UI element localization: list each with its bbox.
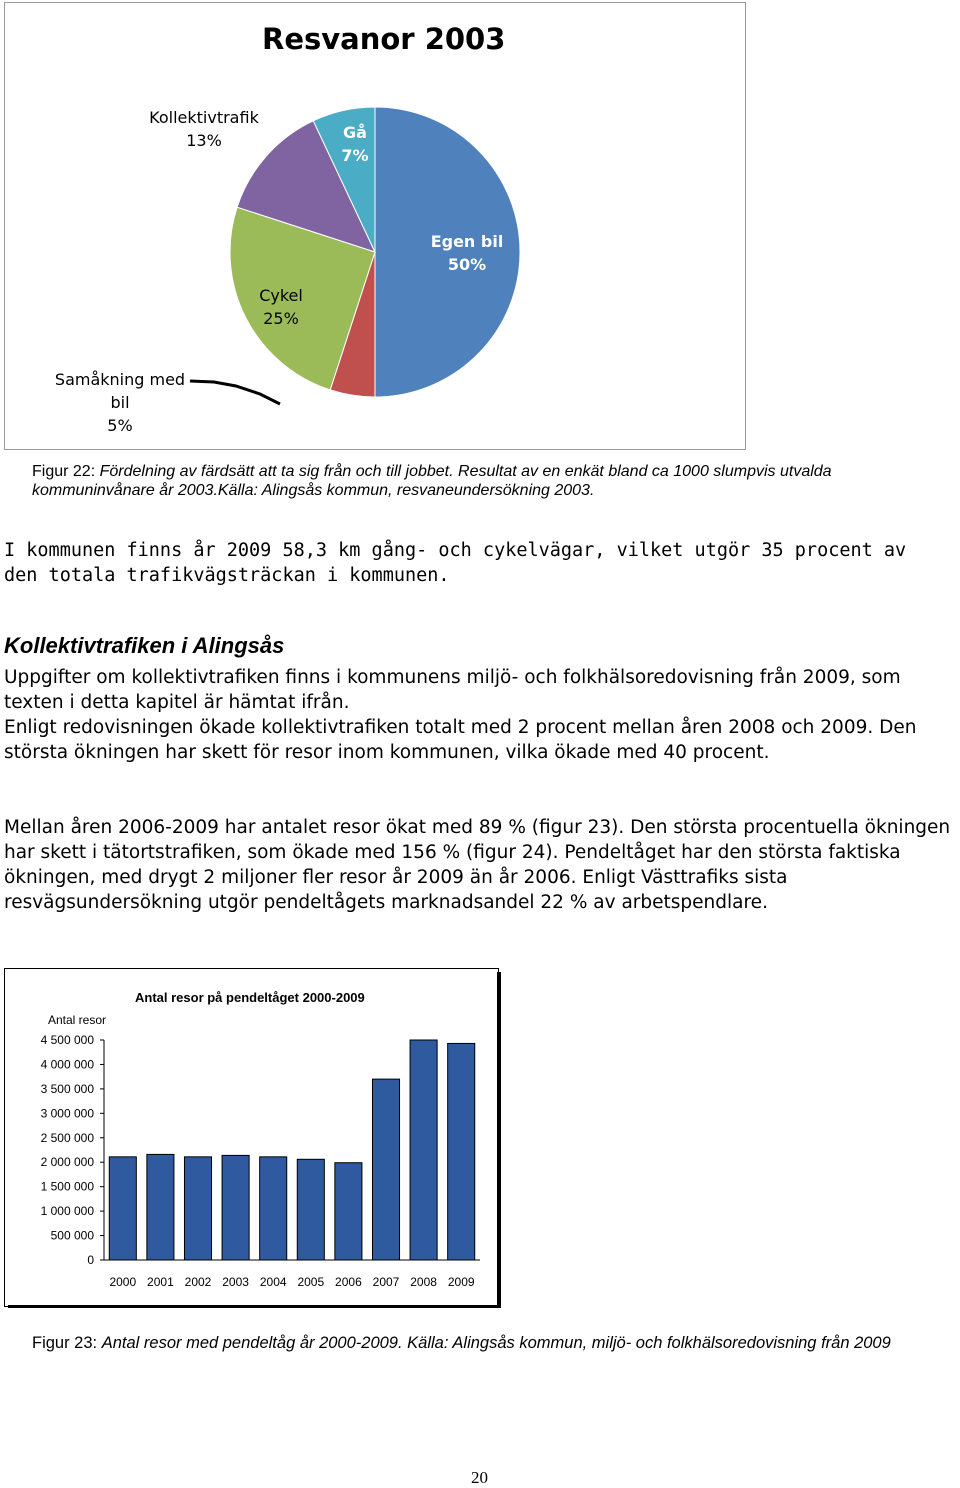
bar-2008	[410, 1040, 437, 1260]
figure-22-caption	[32, 462, 932, 500]
paragraph-growth: Mellan åren 2006-2009 har antalet resor ökat med 89 % (figur 23). Den största procentuella ökningen har skett i tätortstrafiken, som ökade med 156 % (figur 24). Pendeltåget har den största faktiska ökningen, med drygt 2 miljoner fler resor år 2009 än år 2006. Enligt Västtrafiks sista resvägsundersökning utgör pendeltågets marknadsandel 22 % av arbetspendlare.	[4, 817, 951, 913]
x-tick-label: 2008	[410, 1275, 437, 1289]
pie-label-egen-bil-name: Egen bil	[430, 232, 504, 251]
samakning-leader-line	[190, 381, 280, 404]
x-tick-label: 2000	[109, 1275, 137, 1289]
pie-label-ga-name: Gå	[343, 123, 367, 142]
bar-chart-ylabel: Antal resor	[48, 1013, 107, 1027]
paragraph-source: Uppgifter om kollektivtrafiken finns i kommunens miljö- och folkhälsoredovisning från 2009, som texten i detta kapitel är hämtat ifrån.	[4, 667, 901, 713]
pie-label-kollektivtrafik	[140, 106, 268, 152]
pie-chart-title: Resvanor 2003	[262, 22, 506, 56]
figure-22-caption-lead: Figur 22:	[32, 463, 100, 480]
pie-label-egen-bil	[427, 230, 507, 276]
x-tick-label: 2004	[259, 1275, 287, 1289]
bar-2006	[335, 1163, 362, 1260]
bar-2004	[260, 1157, 287, 1260]
x-tick-label: 2009	[447, 1275, 475, 1289]
pie-label-samakning-name-1: Samåkning med	[54, 370, 186, 389]
x-tick-label: 2002	[184, 1275, 212, 1289]
paragraph-increase: Enligt redovisningen ökade kollektivtrafiken totalt med 2 procent mellan åren 2008 och 2009. Den största ökningen har skett för resor inom kommunen, vilka ökade med 40 procent.	[4, 717, 917, 763]
page-number: 20	[471, 1468, 488, 1487]
pie-label-kollektivtrafik-value: 13%	[186, 131, 222, 150]
pie-label-samakning-value: 5%	[107, 416, 133, 435]
bar-2002	[184, 1157, 211, 1260]
y-tick-label: 0	[87, 1253, 94, 1267]
y-tick-label: 2 500 000	[40, 1130, 94, 1145]
x-tick-label: 2005	[297, 1275, 325, 1289]
bar-chart	[0, 960, 500, 1310]
pie-label-ga	[333, 121, 377, 167]
bar-2005	[297, 1159, 324, 1260]
paragraph-cycle-paths: I kommunen finns år 2009 58,3 km gång- och cykelvägar, vilket utgör 35 procent av den totala trafikvägsträckan i kommunen.	[4, 540, 907, 586]
x-tick-label: 2001	[147, 1275, 174, 1289]
pie-label-ga-value: 7%	[341, 146, 369, 165]
y-tick-label: 3 000 000	[40, 1106, 94, 1121]
bar-2007	[372, 1079, 399, 1260]
x-tick-label: 2006	[335, 1275, 362, 1289]
bar-2000	[109, 1157, 136, 1260]
figure-22-caption-text: Fördelning av färdsätt att ta sig från och till jobbet. Resultat av en enkät bland ca 1000 slumpvis utvalda kommuninvånare år 2003.Källa: Alingsås kommun, resvaneundersökning 2003.	[32, 463, 832, 499]
y-tick-label: 2 000 000	[40, 1155, 94, 1170]
section-heading: Kollektivtrafiken i Alingsås	[4, 633, 285, 658]
y-tick-label: 4 000 000	[40, 1057, 94, 1072]
figure-23-caption-text: Antal resor med pendeltåg år 2000-2009. Källa: Alingsås kommun, miljö- och folkhälsoredovisning från 2009	[101, 1334, 891, 1352]
pie-label-samakning	[50, 368, 190, 437]
pie-label-cykel	[250, 284, 312, 330]
y-tick-label: 500 000	[50, 1228, 94, 1243]
y-tick-label: 1 000 000	[40, 1204, 94, 1219]
x-tick-label: 2003	[222, 1275, 249, 1289]
pie-label-cykel-name: Cykel	[259, 286, 303, 305]
bar-chart-title: Antal resor på pendeltåget 2000-2009	[135, 990, 365, 1005]
figure-23-caption	[32, 1334, 942, 1353]
pie-label-egen-bil-value: 50%	[447, 255, 487, 274]
pie-label-cykel-value: 25%	[263, 309, 299, 328]
figure-23-caption-lead: Figur 23:	[32, 1334, 102, 1352]
pie-label-kollektivtrafik-name: Kollektivtrafik	[149, 108, 259, 127]
bar-2001	[147, 1154, 174, 1260]
x-tick-label: 2007	[372, 1275, 400, 1289]
y-tick-label: 3 500 000	[40, 1081, 94, 1096]
bar-2009	[448, 1043, 475, 1260]
pie-label-samakning-name-2: bil	[110, 393, 130, 412]
y-tick-label: 1 500 000	[40, 1179, 94, 1194]
bar-2003	[222, 1155, 249, 1260]
y-tick-label: 4 500 000	[40, 1033, 94, 1047]
